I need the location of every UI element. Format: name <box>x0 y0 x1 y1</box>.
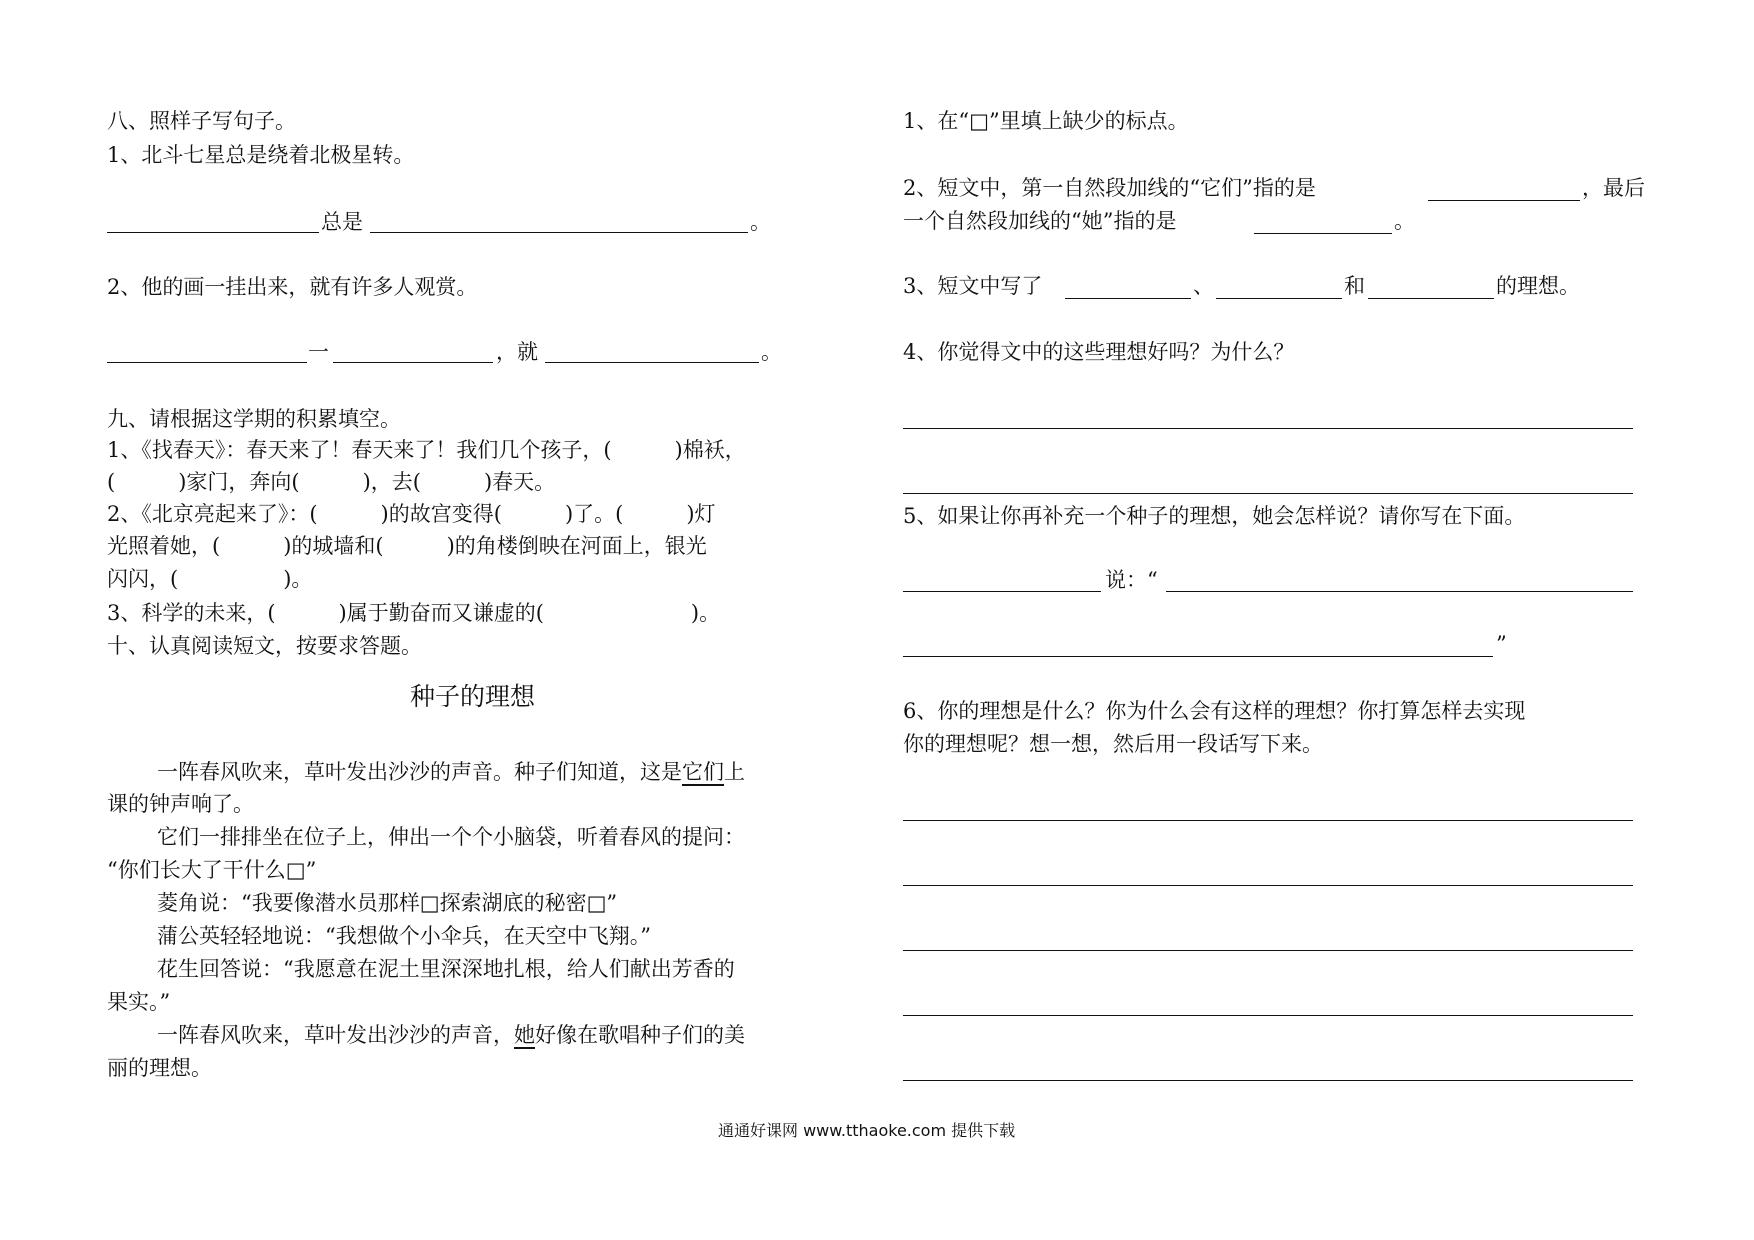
story-p5-line-1: 花生回答说：“我愿意在泥土里深深地扎根，给人们献出芳香的 <box>157 957 735 981</box>
r-q3-sep-2: 和 <box>1344 274 1365 298</box>
section-10-title: 十、认真阅读短文，按要求答题。 <box>107 634 422 658</box>
r-q5-speech-blank-1[interactable] <box>1166 591 1633 592</box>
r-q2-line-1-pre: 2、短文中，第一自然段加线的“它们”指的是 <box>903 176 1316 200</box>
q9-3: 3、科学的未来，( )属于勤奋而又谦虚的( )。 <box>107 601 721 625</box>
story-p2-line-1: 它们一排排坐在位子上，伸出一个个小脑袋，听着春风的提问： <box>157 825 745 849</box>
r-q3-blank-2[interactable] <box>1216 298 1342 299</box>
r-q4-answer-line-2[interactable] <box>903 493 1633 494</box>
q9-1-line-2: ( )家门，奔向( )，去( )春天。 <box>107 470 556 494</box>
q8-1-zongshi: 总是 <box>321 210 363 234</box>
footer-credit: 通通好课网 www.tthaoke.com 提供下载 <box>718 1121 1016 1140</box>
r-q5-speaker-blank[interactable] <box>903 591 1101 592</box>
q8-2-example: 2、他的画一挂出来，就有许多人观赏。 <box>107 275 478 299</box>
q9-2-line-1: 2、《北京亮起来了》：( )的故宫变得( )了。( )灯 <box>107 502 716 526</box>
r-q5-close-quote: ” <box>1496 632 1507 656</box>
r-q5-say: 说：“ <box>1105 568 1158 592</box>
r-q6-answer-line-1[interactable] <box>903 820 1633 821</box>
r-q6-line-2: 你的理想呢？想一想，然后用一段话写下来。 <box>903 732 1323 756</box>
emph-tamen: 它们 <box>682 760 724 784</box>
q8-2-blank-3[interactable] <box>545 362 759 363</box>
r-q3-blank-1[interactable] <box>1065 298 1191 299</box>
q9-1-line-1: 1、《找春天》：春天来了！春天来了！我们几个孩子，( )棉袄， <box>107 438 746 462</box>
story-p1-line-2: 课的钟声响了。 <box>107 792 254 816</box>
q8-2-yi: 一 <box>308 340 329 364</box>
q8-1-period: 。 <box>750 210 771 234</box>
r-q3-blank-3[interactable] <box>1368 298 1494 299</box>
story-p5-line-2: 果实。” <box>107 990 171 1014</box>
r-q1: 1、在“□”里填上缺少的标点。 <box>903 109 1189 133</box>
q9-2-line-3: 闪闪，( )。 <box>107 567 313 591</box>
q8-2-blank-2[interactable] <box>333 362 493 363</box>
q8-1-blank-2[interactable] <box>370 232 748 233</box>
r-q6-answer-line-5[interactable] <box>903 1080 1633 1081</box>
story-title: 种子的理想 <box>410 682 536 711</box>
q9-2-line-2: 光照着她，( )的城墙和( )的角楼倒映在河面上，银光 <box>107 534 707 558</box>
r-q3-post: 的理想。 <box>1496 274 1580 298</box>
story-p6-line-2: 丽的理想。 <box>107 1056 212 1080</box>
r-q4: 4、你觉得文中的这些理想好吗？为什么？ <box>903 340 1295 364</box>
story-p6-line-1: 一阵春风吹来，草叶发出沙沙的声音，她好像在歌唱种子们的美 <box>157 1023 745 1047</box>
r-q3-pre: 3、短文中写了 <box>903 274 1043 298</box>
story-p2-line-2: “你们长大了干什么□” <box>107 858 317 882</box>
r-q2-blank-2[interactable] <box>1254 233 1392 234</box>
r-q2-line-2-post: 。 <box>1394 209 1415 233</box>
q8-1-blank-1[interactable] <box>107 232 319 233</box>
story-p4: 蒲公英轻轻地说：“我想做个小伞兵，在天空中飞翔。” <box>157 924 651 948</box>
q8-2-jiu: ，就 <box>496 340 538 364</box>
r-q6-answer-line-4[interactable] <box>903 1015 1633 1016</box>
r-q2-blank-1[interactable] <box>1428 200 1580 201</box>
r-q3-sep-1: 、 <box>1193 274 1214 298</box>
r-q5: 5、如果让你再补充一个种子的理想，她会怎样说？请你写在下面。 <box>903 504 1526 528</box>
r-q6-answer-line-2[interactable] <box>903 885 1633 886</box>
r-q6-line-1: 6、你的理想是什么？你为什么会有这样的理想？你打算怎样去实现 <box>903 699 1526 723</box>
r-q6-answer-line-3[interactable] <box>903 950 1633 951</box>
r-q2-line-1-post: ，最后 <box>1582 176 1645 200</box>
q8-1-example: 1、北斗七星总是绕着北极星转。 <box>107 143 415 167</box>
q8-2-period: 。 <box>761 340 782 364</box>
r-q2-line-2-pre: 一个自然段加线的“她”指的是 <box>903 209 1177 233</box>
emph-ta: 她 <box>514 1023 535 1047</box>
r-q5-speech-blank-2[interactable] <box>903 656 1493 657</box>
section-9-title: 九、请根据这学期的积累填空。 <box>107 407 401 431</box>
r-q4-answer-line-1[interactable] <box>903 428 1633 429</box>
section-8-title: 八、照样子写句子。 <box>107 109 296 133</box>
story-p1-line-1: 一阵春风吹来，草叶发出沙沙的声音。种子们知道，这是它们上 <box>157 760 745 784</box>
q8-2-blank-1[interactable] <box>107 362 307 363</box>
story-p3: 菱角说：“我要像潜水员那样□探索湖底的秘密□” <box>157 891 618 915</box>
